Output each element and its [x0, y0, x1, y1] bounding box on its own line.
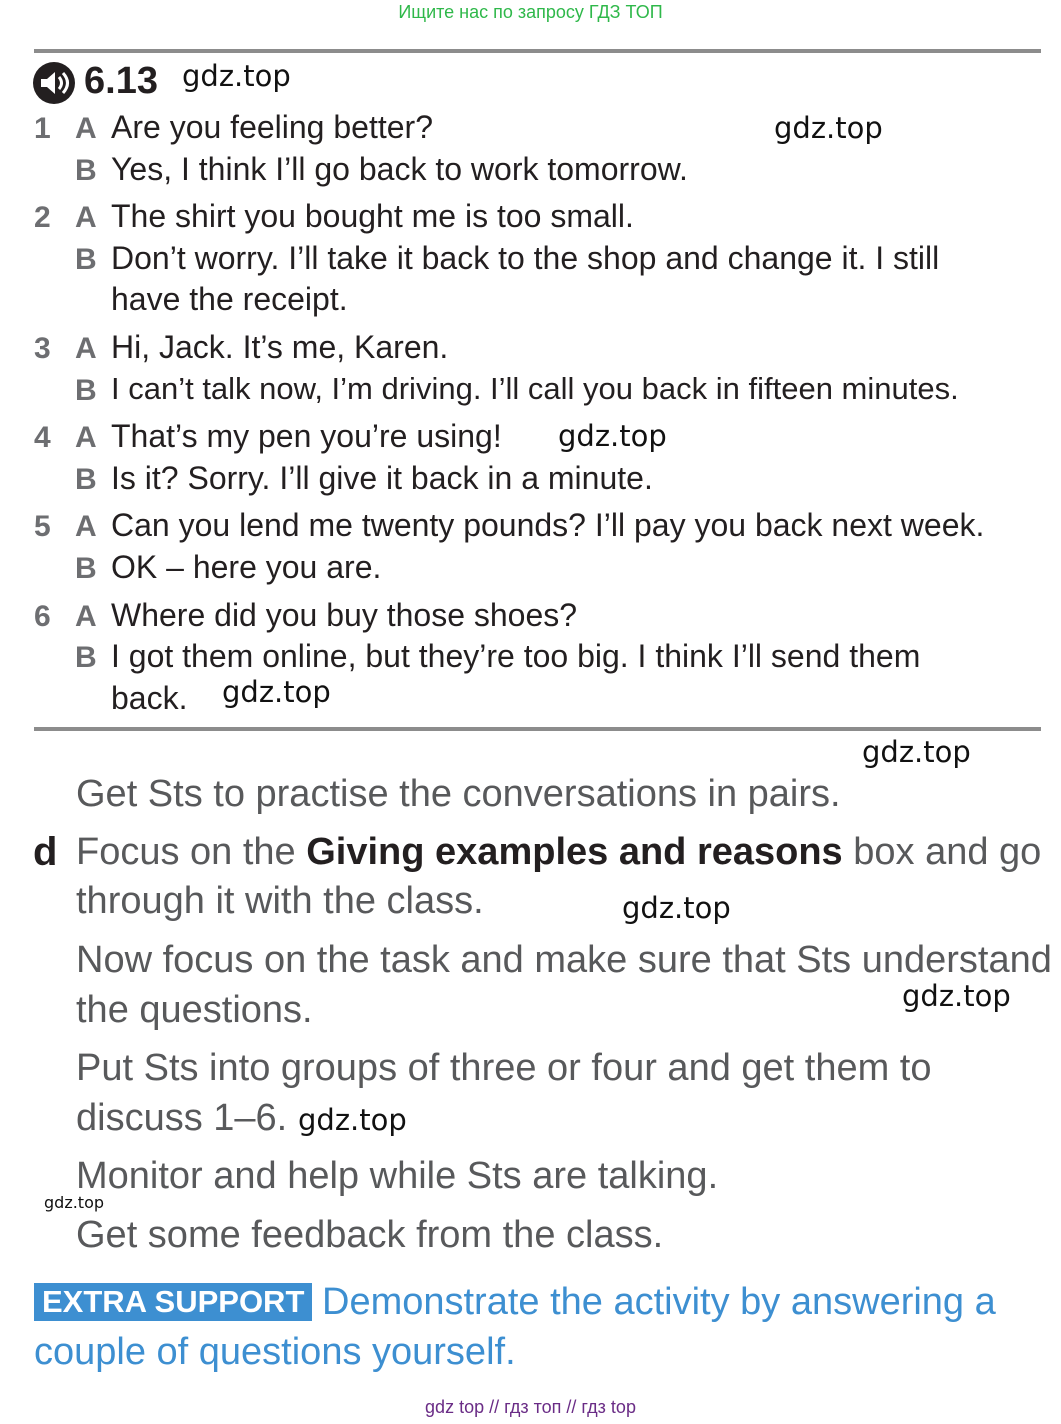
dialogue-number: 6: [34, 600, 51, 633]
section-divider: [34, 727, 1041, 731]
watermark: gdz.top: [622, 891, 731, 925]
instruction-practise: Get Sts to practise the conversations in pairs.: [76, 773, 841, 815]
instruction-groups: Put Sts into groups of three or four and get them to: [76, 1047, 932, 1089]
dialogue-line: Are you feeling better?: [111, 109, 433, 145]
exercise-letter: d: [33, 830, 58, 874]
dialogue-line: I can’t talk now, I’m driving. I’ll call you back in fifteen minutes.: [111, 371, 959, 406]
speaker-label: B: [75, 463, 97, 496]
extra-support-badge: EXTRA SUPPORT: [34, 1283, 312, 1321]
footer-note: gdz top // гдз топ // гдз top: [425, 1397, 636, 1417]
watermark: gdz.top: [902, 979, 1011, 1013]
dialogue-line-continued: back.: [111, 680, 188, 716]
dialogue-line-continued: have the receipt.: [111, 281, 348, 317]
speaker-label: B: [75, 243, 97, 276]
dialogue-line: I got them online, but they’re too big. I think I’ll send them: [111, 638, 921, 674]
watermark: gdz.top: [182, 59, 291, 93]
instruction-task-continued: the questions.: [76, 989, 313, 1031]
dialogue-number: 2: [34, 201, 51, 234]
speaker-label: A: [75, 201, 97, 234]
speaker-label: B: [75, 641, 97, 674]
instruction-feedback: Get some feedback from the class.: [76, 1214, 664, 1256]
speaker-label: A: [75, 112, 97, 145]
box-title: Giving examples and reasons: [306, 831, 843, 873]
top-note: Ищите нас по запросу ГДЗ ТОП: [398, 2, 663, 22]
speaker-label: B: [75, 552, 97, 585]
speaker-label: A: [75, 332, 97, 365]
dialogue-number: 5: [34, 510, 51, 543]
speaker-label: B: [75, 154, 97, 187]
instruction-groups-continued: discuss 1–6.: [76, 1097, 288, 1139]
speaker-label: A: [75, 510, 97, 543]
speaker-label: B: [75, 374, 97, 407]
dialogue-line: Is it? Sorry. I’ll give it back in a minute.: [111, 460, 653, 496]
watermark: gdz.top: [862, 735, 971, 769]
instruction-d: Focus on the Giving examples and reasons box and go: [76, 831, 1042, 873]
track-number: 6.13: [84, 60, 158, 102]
speaker-label: A: [75, 600, 97, 633]
dialogue-line: That’s my pen you’re using!: [111, 418, 502, 454]
instruction-d-continued: through it with the class.: [76, 880, 484, 922]
watermark: gdz.top: [222, 675, 331, 709]
extra-support-text: Demonstrate the activity by answering a: [322, 1281, 996, 1323]
dialogue-line: The shirt you bought me is too small.: [111, 198, 634, 234]
extra-support-text-continued: couple of questions yourself.: [34, 1331, 516, 1373]
watermark: gdz.top: [774, 111, 883, 145]
instruction-monitor: Monitor and help while Sts are talking.: [76, 1155, 719, 1197]
dialogue-line: Hi, Jack. It’s me, Karen.: [111, 329, 449, 365]
dialogue-number: 4: [34, 421, 51, 454]
dialogue-line: Where did you buy those shoes?: [111, 597, 578, 633]
dialogue-number: 3: [34, 332, 51, 365]
watermark: gdz.top: [298, 1103, 407, 1137]
speaker-label: A: [75, 421, 97, 454]
instruction-task: Now focus on the task and make sure that Sts understand: [76, 939, 1052, 981]
dialogue-line: Yes, I think I’ll go back to work tomorrow.: [111, 151, 688, 187]
dialogue-line: OK – here you are.: [111, 549, 382, 585]
watermark: gdz.top: [44, 1193, 105, 1212]
top-divider: [34, 49, 1041, 53]
dialogue-number: 1: [34, 112, 51, 145]
watermark: gdz.top: [558, 419, 667, 453]
dialogue-line: Don’t worry. I’ll take it back to the shop and change it. I still: [111, 240, 940, 276]
speaker-icon[interactable]: [33, 62, 75, 104]
dialogue-line: Can you lend me twenty pounds? I’ll pay you back next week.: [111, 507, 985, 543]
